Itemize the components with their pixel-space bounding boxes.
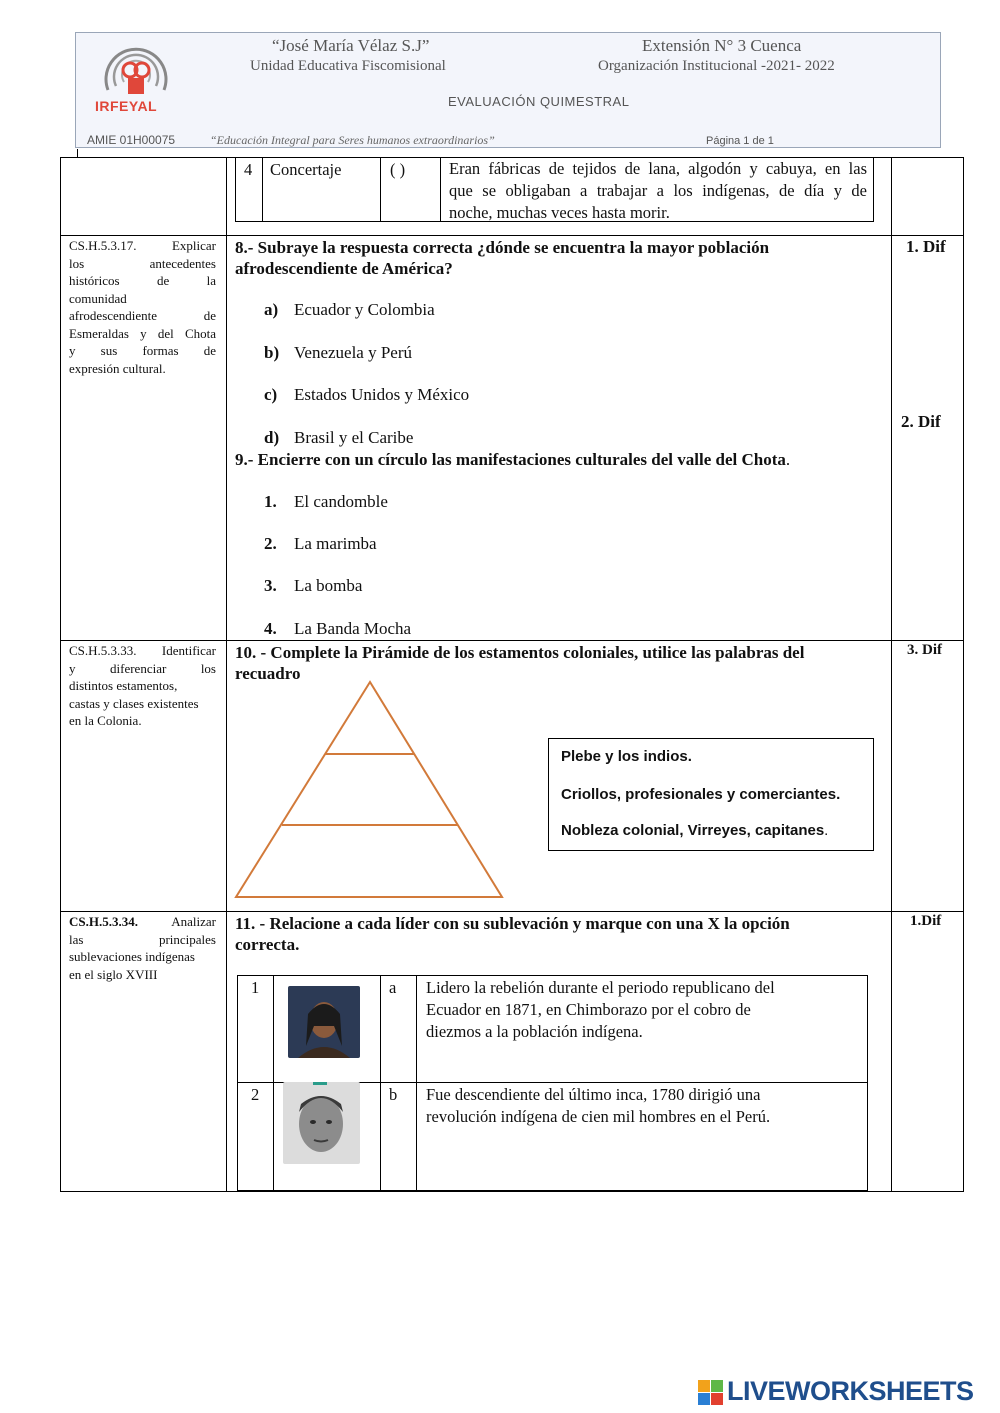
question-11-title: 11. - Relacione a cada líder con su sublevación y marque con una X la opción correcta. xyxy=(235,914,790,954)
question-10-title: 10. - Complete la Pirámide de los estamentos coloniales, utilice las palabras del recuadro xyxy=(235,643,805,683)
difficulty-q9: 2. Dif xyxy=(901,412,941,431)
organization: Organización Institucional -2021- 2022 xyxy=(598,58,835,74)
question-9-title: 9.- Encierre con un círculo las manifestaciones culturales del valle del Chota. xyxy=(235,450,791,469)
difficulty-q11: 1.Dif xyxy=(910,913,942,929)
concertaje-answer[interactable]: ( ) xyxy=(390,160,406,179)
unit-type: Unidad Educativa Fiscomisional xyxy=(250,58,446,74)
q9-option-1[interactable]: 1. El candomble xyxy=(264,492,388,511)
difficulty-q10: 3. Dif xyxy=(907,642,942,658)
difficulty-q8: 1. Dif xyxy=(906,237,946,256)
concertaje-number: 4 xyxy=(244,160,253,179)
pyramid-outline xyxy=(236,682,502,897)
question-8-title: 8.- Subraye la respuesta correcta ¿dónde se encuentra la mayor población afrodescendiente de América? xyxy=(235,238,770,278)
irfeyal-logo-icon xyxy=(88,38,184,100)
q9-option-3[interactable]: 3. La bomba xyxy=(264,576,363,595)
leader-number: 1 xyxy=(251,978,260,997)
skill-afro: CS.H.5.3.17. Explicar los antecedentes históricos de la comunidad afrodescendiente de Esmeraldas y del Chota y sus formas de expresión cultural. xyxy=(69,238,216,376)
leader-2-portrait xyxy=(283,1082,360,1164)
logo-text: IRFEYAL xyxy=(95,98,158,114)
skill-colonia: CS.H.5.3.33. Identificar y diferenciar los distintos estamentos, castas y clases existentes en la Colonia. xyxy=(69,643,216,728)
q9-option-2[interactable]: 2. La marimba xyxy=(264,534,377,553)
extension: Extensión N° 3 Cuenca xyxy=(642,36,802,55)
q8-option-b[interactable]: b) Venezuela y Perú xyxy=(264,343,413,362)
colonial-pyramid[interactable] xyxy=(230,678,510,902)
leader-2-description: Fue descendiente del último inca, 1780 dirigió una revolución indígena de cien mil hombres en el Perú. xyxy=(426,1085,771,1126)
q8-option-c[interactable]: c) Estados Unidos y México xyxy=(264,385,470,404)
concertaje-definition: Eran fábricas de tejidos de lana, algodón y cabuya, en las que se obligaban a trabajar a los indígenas, de día y de noche, muchas veces hasta morir. xyxy=(449,159,867,222)
leader-1-portrait xyxy=(288,986,360,1058)
word-box xyxy=(548,738,874,851)
leader-number: 2 xyxy=(251,1085,260,1104)
document-header xyxy=(75,32,941,148)
amie-code: AMIE 01H00075 xyxy=(87,133,176,147)
school-name: “José María Vélaz S.J” xyxy=(272,36,430,55)
motto: “Educación Integral para Seres humanos extraordinarios” xyxy=(210,133,495,147)
q8-option-a[interactable]: a) Ecuador y Colombia xyxy=(264,300,435,319)
q9-option-4[interactable]: 4. La Banda Mocha xyxy=(264,619,412,638)
leader-letter[interactable]: b xyxy=(389,1085,398,1104)
page-number: Página 1 de 1 xyxy=(706,135,774,147)
evaluation-title: EVALUACIÓN QUIMESTRAL xyxy=(448,94,630,109)
q8-option-d[interactable]: d) Brasil y el Caribe xyxy=(264,428,414,447)
leader-1-description: Lidero la rebelión durante el periodo republicano del Ecuador en 1871, en Chimborazo por el cobro de diezmos a la población indígena. xyxy=(426,978,775,1041)
leader-letter[interactable]: a xyxy=(389,978,397,997)
liveworksheets-watermark: LIVEWORKSHEETS xyxy=(727,1376,974,1406)
concertaje-term: Concertaje xyxy=(270,160,342,179)
word-box-item-3: Nobleza colonial, Virreyes, capitanes. xyxy=(561,822,829,839)
liveworksheets-logo-icon xyxy=(698,1380,724,1406)
word-box-item-1: Plebe y los indios. xyxy=(561,748,692,765)
skill-leaders: CS.H.5.3.34. Analizar las principales sublevaciones indígenas en el siglo XVIII xyxy=(69,914,216,982)
word-box-item-2: Criollos, profesionales y comerciantes. xyxy=(561,786,841,803)
